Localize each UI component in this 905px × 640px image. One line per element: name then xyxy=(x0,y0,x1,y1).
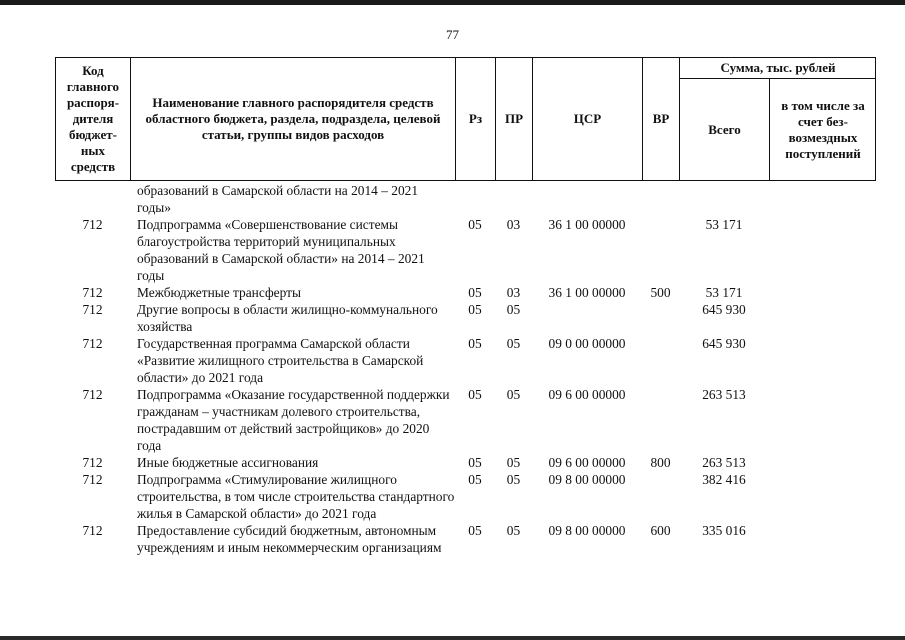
cell-total: 53 171 xyxy=(705,285,743,300)
cell-name: Другие вопросы в области жилищно-коммунального хозяйства xyxy=(137,302,438,334)
cell-code: 712 xyxy=(82,455,103,470)
table-row xyxy=(55,301,876,335)
cell-total: 263 513 xyxy=(702,387,746,402)
table-header xyxy=(55,57,876,181)
cell-code: 712 xyxy=(82,387,103,402)
cell-total: 53 171 xyxy=(705,217,743,232)
table-row xyxy=(55,386,876,454)
cell-name: Межбюджетные трансферты xyxy=(137,285,301,300)
cell-csr: 09 0 00 00000 xyxy=(548,336,626,351)
page-number: 77 xyxy=(446,27,459,42)
table-row xyxy=(55,522,876,556)
cell-code: 712 xyxy=(82,336,103,351)
scan-edge-top xyxy=(0,0,905,5)
table-row xyxy=(55,216,876,284)
cell-name: Подпрограмма «Стимулирование жилищного строительства, в том числе строительства стандартного жилья в Самарской области» до 2021 года xyxy=(137,472,455,521)
header-code: Код главного распоря-дителя бюджет-ных средств xyxy=(66,63,120,174)
cell-total: 645 930 xyxy=(702,336,746,351)
cell-name: Государственная программа Самарской области «Развитие жилищного строительства в Самарской области» до 2021 года xyxy=(137,336,424,385)
header-total: Всего xyxy=(708,121,741,137)
cell-name: образований в Самарской области на 2014 – 2021 годы» xyxy=(137,183,419,215)
cell-total: 645 930 xyxy=(702,302,746,317)
cell-csr: 09 6 00 00000 xyxy=(548,387,626,402)
header-vr: ВР xyxy=(652,111,670,126)
cell-name: Подпрограмма «Совершенствование системы благоустройства территорий муниципальных образований в Самарской области» на 2014 – 2021 годы xyxy=(137,217,425,283)
cell-code: 712 xyxy=(82,302,103,317)
scan-edge-bottom xyxy=(0,636,905,640)
cell-code: 712 xyxy=(82,285,103,300)
cell-code: 712 xyxy=(82,217,103,232)
cell-vr: 500 xyxy=(650,285,671,300)
cell-name: Иные бюджетные ассигнования xyxy=(137,455,319,470)
table-row xyxy=(55,335,876,386)
cell-vr: 600 xyxy=(650,523,671,538)
cell-pr: 03 xyxy=(506,285,521,300)
cell-pr: 03 xyxy=(506,217,521,232)
cell-pr: 05 xyxy=(506,523,521,538)
cell-pr: 05 xyxy=(506,472,521,487)
cell-name: Подпрограмма «Оказание государственной поддержки гражданам – участникам долевого строительства, пострадавшим от действий застройщиков» до 2020 года xyxy=(137,387,450,453)
table-row xyxy=(55,182,876,216)
cell-total: 382 416 xyxy=(702,472,746,487)
cell-pr: 05 xyxy=(506,455,521,470)
cell-rz: 05 xyxy=(468,455,482,470)
table-body xyxy=(55,182,876,556)
cell-rz: 05 xyxy=(468,523,482,538)
header-pr: ПР xyxy=(504,111,524,126)
cell-total: 263 513 xyxy=(702,455,746,470)
cell-name: Предоставление субсидий бюджетным, автономным учреждениям и иным некоммерческим организациям xyxy=(137,523,442,555)
cell-csr: 09 8 00 00000 xyxy=(548,472,626,487)
table-row xyxy=(55,471,876,522)
cell-rz: 05 xyxy=(468,285,482,300)
cell-vr: 800 xyxy=(650,455,671,470)
cell-total: 335 016 xyxy=(702,523,746,538)
cell-csr: 09 8 00 00000 xyxy=(548,523,626,538)
header-name: Наименование главного распорядителя средств областного бюджета, раздела, подраздела, целевой статьи, группы видов расходов xyxy=(145,95,441,142)
cell-rz: 05 xyxy=(468,472,482,487)
header-rz: Рз xyxy=(468,111,483,126)
cell-pr: 05 xyxy=(506,302,521,317)
cell-code: 712 xyxy=(82,472,103,487)
cell-rz: 05 xyxy=(468,302,482,317)
cell-csr: 36 1 00 00000 xyxy=(548,285,626,300)
table-row xyxy=(55,454,876,471)
cell-rz: 05 xyxy=(468,217,482,232)
cell-csr: 36 1 00 00000 xyxy=(548,217,626,232)
cell-pr: 05 xyxy=(506,387,521,402)
cell-csr: 09 6 00 00000 xyxy=(548,455,626,470)
cell-code: 712 xyxy=(82,523,103,538)
cell-rz: 05 xyxy=(468,336,482,351)
header-free: в том числе за счет без-возмездных поступлений xyxy=(781,97,865,161)
header-sum: Сумма, тыс. рублей xyxy=(720,60,836,75)
cell-rz: 05 xyxy=(468,387,482,402)
table-row xyxy=(55,284,876,301)
cell-pr: 05 xyxy=(506,336,521,351)
header-csr: ЦСР xyxy=(573,111,602,126)
